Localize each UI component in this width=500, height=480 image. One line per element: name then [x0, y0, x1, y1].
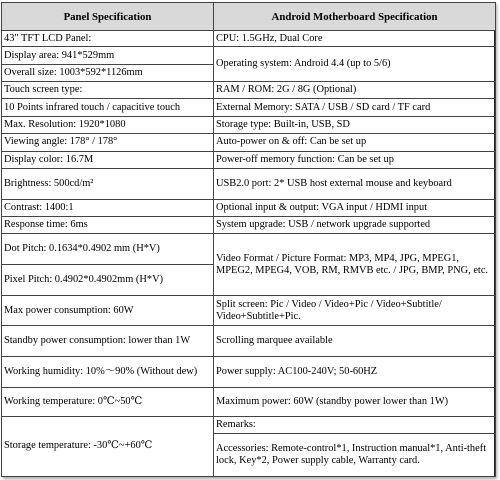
max-power-cell: Max power consumption: 60W — [2, 295, 214, 326]
table-row — [2, 134, 496, 151]
working-humidity-cell: Working humidity: 10%～90% (Without dew) — [2, 357, 214, 388]
table-row — [2, 199, 496, 216]
storage-temperature-cell: Storage temperature: -30℃~+60℃ — [2, 416, 214, 477]
working-temperature-cell: Working temperature: 0℃~50℃ — [2, 387, 214, 416]
response-time-cell: Response time: 6ms — [2, 217, 214, 234]
scrolling-marquee-cell: Scrolling marquee available — [214, 326, 496, 357]
auto-power-cell: Auto-power on & off: Can be set up — [214, 134, 496, 151]
spec-table — [1, 2, 496, 477]
table-row — [2, 326, 496, 357]
pixel-pitch-cell: Pixel Pitch: 0.4902*0.4902mm (H*V) — [2, 265, 214, 296]
header-row — [2, 3, 496, 31]
table-row — [2, 82, 496, 99]
standby-power-cell: Standby power consumption: lower than 1W — [2, 326, 214, 357]
table-row — [2, 387, 496, 416]
panel-type-cell: 43" TFT LCD Panel: — [2, 31, 214, 47]
resolution-cell: Max. Resolution: 1920*1080 — [2, 116, 214, 133]
display-color-cell: Display color: 16.7M — [2, 151, 214, 168]
os-cell: Operating system: Android 4.4 (up to 5/6) — [214, 47, 496, 82]
ram-rom-cell: RAM / ROM: 2G / 8G (Optional) — [214, 82, 496, 99]
table-row — [2, 217, 496, 234]
external-memory-cell: External Memory: SATA / USB / SD card / TF card — [214, 99, 496, 116]
table-row — [2, 416, 496, 433]
system-upgrade-cell: System upgrade: USB / network upgrade supported — [214, 217, 496, 234]
power-supply-cell: Power supply: AC100-240V; 50-60HZ — [214, 357, 496, 388]
storage-type-cell: Storage type: Built-in, USB, SD — [214, 116, 496, 133]
table-row — [2, 357, 496, 388]
dot-pitch-cell: Dot Pitch: 0.1634*0.4902 mm (H*V) — [2, 234, 214, 265]
table-row — [2, 168, 496, 199]
brightness-cell: Brightness: 500cd/m² — [2, 168, 214, 199]
touch-points-cell: 10 Points infrared touch / capacitive touch — [2, 99, 214, 116]
cpu-cell: CPU: 1.5GHz, Dual Core — [214, 31, 496, 47]
table-row — [2, 295, 496, 326]
split-screen-cell: Split screen: Pic / Video / Video+Pic / Video+Subtitle/ Video+Subtitle+Pic. — [214, 295, 496, 326]
table-row — [2, 99, 496, 116]
touch-type-cell: Touch screen type: — [2, 82, 214, 99]
accessories-cell: Accessories: Remote-control*1, Instruction manual*1, Anti-theft lock, Key*2, Power supply cable, Warranty card. — [214, 433, 496, 476]
viewing-angle-cell: Viewing angle: 178° / 178° — [2, 134, 214, 151]
maximum-power-cell: Maximum power: 60W (standby power lower than 1W) — [214, 387, 496, 416]
usb-port-cell: USB2.0 port: 2* USB host external mouse and keyboard — [214, 168, 496, 199]
display-area-cell: Display area: 941*529mm — [2, 47, 214, 64]
table-row — [2, 151, 496, 168]
motherboard-spec-header: Android Motherboard Specification — [214, 3, 496, 31]
contrast-cell: Contrast: 1400:1 — [2, 199, 214, 216]
input-output-cell: Optional input & output: VGA input / HDMI input — [214, 199, 496, 216]
table-row — [2, 116, 496, 133]
remarks-cell: Remarks: — [214, 416, 496, 433]
table-row — [2, 234, 496, 265]
table-row — [2, 31, 496, 47]
video-format-cell: Video Format / Picture Format: MP3, MP4, JPG, MPEG1, MPEG2, MPEG4, VOB, RM, RMVB etc. / JPG, BMP, PNG, etc. — [214, 234, 496, 295]
panel-spec-header: Panel Specification — [2, 3, 214, 31]
power-off-memory-cell: Power-off memory function: Can be set up — [214, 151, 496, 168]
table-row — [2, 47, 496, 64]
overall-size-cell: Overall size: 1003*592*1126mm — [2, 64, 214, 81]
